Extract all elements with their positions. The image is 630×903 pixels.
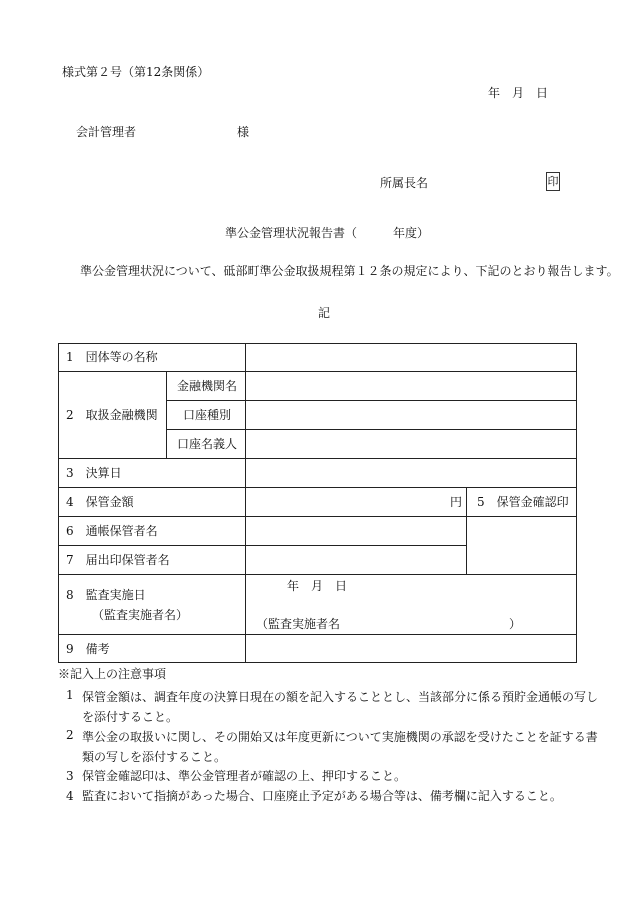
row9-label: 9 備考 (66, 642, 110, 656)
col-sep-bank (166, 371, 167, 459)
auditor-name-close: ） (509, 617, 522, 631)
account-holder-label: 口座名義人 (177, 437, 238, 451)
note-item (66, 788, 606, 804)
row-sep (58, 545, 466, 546)
audit-date: 年 月 日 (287, 579, 348, 593)
table-border-left (58, 343, 59, 663)
account-type-label: 口座種別 (183, 408, 232, 422)
note-number: 1 (66, 688, 74, 702)
row4-label: 4 保管金額 (66, 495, 134, 509)
col-sep-main (245, 343, 246, 663)
note-number: 2 (66, 728, 74, 742)
row-sep (58, 371, 577, 372)
note-number: 3 (66, 769, 74, 783)
note-text: 保管金確認印は、準公金管理者が確認の上、押印すること。 (82, 769, 407, 783)
row-sep (58, 458, 577, 459)
row5-label: 5 保管金確認印 (477, 495, 569, 509)
form-number: 様式第２号（第12条関係） (62, 65, 210, 79)
notes-title: ※記入上の注意事項 (58, 667, 167, 681)
row-sep (58, 516, 577, 517)
row1-label: 1 団体等の名称 (66, 350, 158, 364)
row2-label: 2 取扱金融機関 (66, 408, 158, 422)
note-text: 保管金額は、調査年度の決算日現在の額を記入することとし、当該部分に係る預貯金通帳の写しを添付すること。 (82, 690, 599, 724)
table-border-top (58, 343, 577, 344)
row-sep (58, 634, 577, 635)
document-title: 準公金管理状況報告書（ 年度） (225, 226, 430, 240)
row8-sublabel: （監査実施者名） (92, 608, 189, 622)
row-sep (166, 429, 577, 430)
sender-label: 所属長名 (380, 176, 429, 190)
intro-text: 準公金管理状況について、砥部町準公金取扱規程第１２条の規定により、下記のとおり報告します。 (80, 264, 619, 278)
col-sep-stamp (466, 487, 467, 575)
row3-label: 3 決算日 (66, 466, 122, 480)
table-border-right (576, 343, 577, 663)
auditor-name-open: （監査実施者名 (256, 617, 341, 631)
note-text: 監査において指摘があった場合、口座廃止予定がある場合等は、備考欄に記入すること。 (82, 789, 562, 803)
honorific: 様 (237, 125, 250, 139)
seal-box: 印 (546, 172, 560, 191)
note-number: 4 (66, 789, 74, 803)
ki-marker: 記 (318, 306, 331, 320)
row8-label: 8 監査実施日 (66, 588, 146, 602)
report-date: 年 月 日 (488, 86, 549, 100)
note-text: 準公金の取扱いに関し、その開始又は年度更新について実施機関の承認を受けたことを証する書類の写しを添付すること。 (82, 730, 598, 764)
bank-name-label: 金融機関名 (177, 379, 238, 393)
table-border-bottom (58, 662, 577, 663)
yen-unit: 円 (450, 495, 463, 509)
note-item (66, 687, 606, 723)
row-sep (166, 400, 577, 401)
addressee: 会計管理者 (76, 125, 137, 139)
row6-label: 6 通帳保管者名 (66, 524, 158, 538)
row-sep (58, 487, 577, 488)
row-sep (58, 574, 577, 575)
row7-label: 7 届出印保管者名 (66, 553, 170, 567)
note-item (66, 727, 606, 763)
note-item (66, 768, 606, 784)
